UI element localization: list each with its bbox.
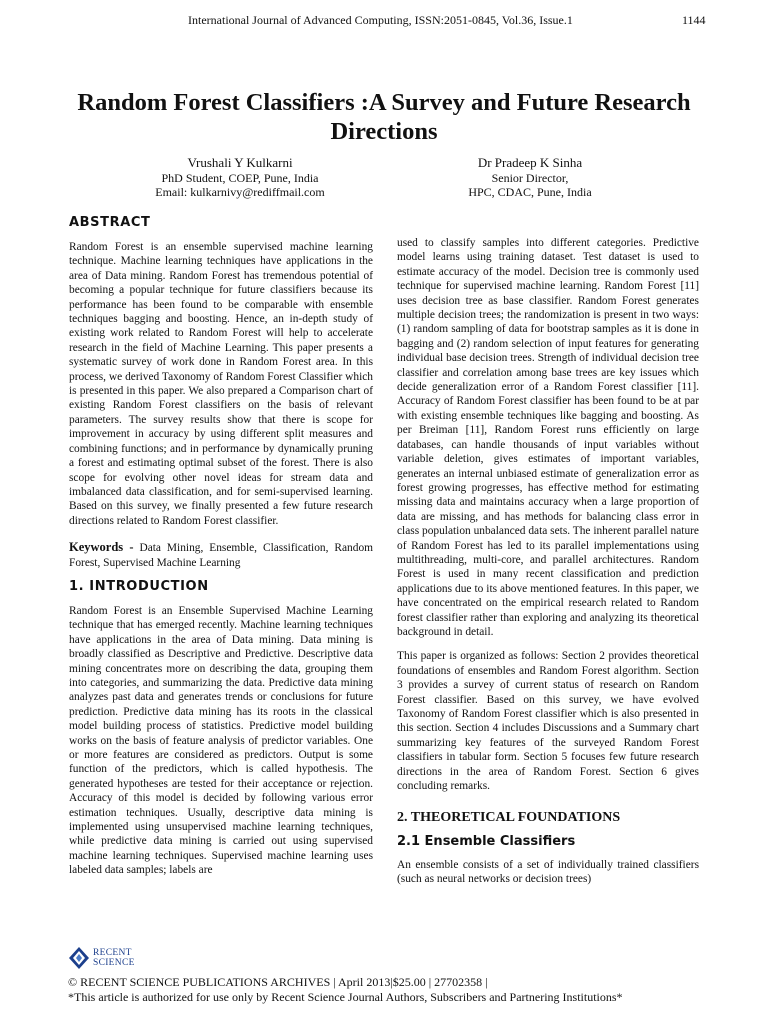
author-1-affiliation: PhD Student, COEP, Pune, India: [161, 171, 319, 185]
paper-title: Random Forest Classifiers :A Survey and Future Research Directions: [77, 89, 691, 145]
logo-line-2: SCIENCE: [93, 958, 135, 968]
author-1-name: Vrushali Y Kulkarni: [187, 155, 293, 170]
subsection-2-1-heading: 2.1 Ensemble Classifiers: [397, 834, 576, 850]
author-2-name: Dr Pradeep K Sinha: [477, 155, 583, 170]
abstract-heading: ABSTRACT: [69, 215, 151, 230]
abstract-text: Random Forest is an ensemble supervised machine learning technique. Machine learning techniques have applications in the area of Data mining. Random Forest has tremendous potential of becoming a popular technique for future classifiers because its performance has been found to be comparable with ensemble techniques bagging and boosting. Hence, an in-depth study of existing work related to Random Forest will help to accelerate research in the field of Machine Learning. This paper presents a systematic survey of work done in Random Forest area. In this process, we derived Taxonomy of Random Forest Classifier which is presented in this paper. We also prepared a Comparison chart of existing Random Forest classifiers on the basis of relevant parameters. The survey results show that there is scope for improvement in accuracy by using different split measures and combining functions; and in performance by dynamically pruning a forest and estimating optimal subset of the forest. There is also scope for evolving other novel ideas for stream data and imbalanced data classification, and for semi-supervised learning. Based on this survey, we finally presented a few future research directions related to Random Forest classifier.: [69, 241, 373, 527]
intro-text: Random Forest is an Ensemble Supervised Machine Learning technique that has emerged recently. Machine learning techniques have applications in the area of Data mining. Data mining is broadly classified as Descriptive and Predictive. Descriptive data mining concentrates more on describing the data, grouping them into categories, and summarizing the data. Predictive data mining analyzes past data and generates trends or conclusions for future prediction. Predictive data mining has its roots in the classical model building process of statistics. Predictive model building works on the basis of feature analysis of predictor variables. One or more features are considered as predictors. Output is some function of the predictors, which is called hypothesis. The generated hypotheses are tested for their acceptance or rejection. Accuracy of this model is decided by following various error estimation techniques. Usually, descriptive data mining is implemented using unsupervised machine learning techniques, while predictive data mining is carried out using supervised machine learning techniques. Supervised machine learning uses labeled data samples; labels are: [69, 604, 373, 877]
running-head: International Journal of Advanced Computing, ISSN:2051-0845, Vol.36, Issue.1: [188, 13, 573, 27]
body-paragraph-3: An ensemble consists of a set of individually trained classifiers (such as neural networks or decision trees): [397, 858, 699, 886]
body-paragraph-2: This paper is organized as follows: Section 2 provides theoretical foundations of ensembles and Random Forest algorithm. Section 3 provides a survey of current status of research on Random Forest classifier. Based on this survey, we have evolved Taxonomy of Random Forest classifier which is also presented in this section. Section 4 includes Discussions and a Summary chart summarizing key features of the surveyed Random Forest classifiers in tabular form. Section 5 focuses few future research directions in the area of Random Forest. Section 6 gives concluding remarks.: [397, 650, 699, 793]
page-number: 1144: [682, 13, 706, 27]
left-column: [69, 214, 373, 878]
intro-heading: 1. INTRODUCTION: [69, 578, 209, 594]
author-2-affiliation: HPC, CDAC, Pune, India: [468, 185, 592, 199]
logo-line-1: RECENT: [93, 948, 132, 958]
author-2-position: Senior Director,: [491, 171, 569, 185]
author-1: [110, 155, 370, 199]
author-2: [400, 155, 660, 199]
publisher-logo: [68, 945, 708, 971]
archive-line: © RECENT SCIENCE PUBLICATIONS ARCHIVES | April 2013|$25.00 | 27702358 |: [68, 975, 488, 989]
author-1-email: Email: kulkarnivy@rediffmail.com: [155, 185, 325, 199]
right-column: [397, 236, 699, 887]
keywords-label: Keywords -: [69, 540, 134, 555]
body-paragraph-1: used to classify samples into different categories. Predictive model learns using training dataset. Test dataset is used to estimate accuracy of the model. Decision tree is commonly used technique for supervised machine learning. Random Forest [11] uses decision tree as base classifier. Random Forest generates multiple decision trees; the randomization is present in two ways: (1) random sampling of data for bootstrap samples as it is done in bagging and (2) random selection of input features for generating individual base decision trees. Strength of individual decision tree classifier and correlation among base trees are key issues which decide generalization error of a Random Forest classifier [11]. Accuracy of Random Forest classifier has been found to be at par with existing ensemble techniques like bagging and boosting. As per Breiman [11], Random Forest runs efficiently on large databases, can handle thousands of input variables without variable deletion, gives estimates of important variables, generates an internal unbiased estimate of generalization error as forest growing progresses, has effective method for estimating missing data and maintains accuracy when a large proportion of data are missing, and has methods for balancing class error in class population unbalanced data sets. The inherent parallel nature of Random Forest has led to its parallel implementations using multithreading, multi-core, and parallel architectures. Random Forest is used in many recent classification and prediction applications due to its above mentioned features. In this paper, we have concentrated on the empirical research related to Random forest classifier rather than exploring and analyzing its theoretical background in detail.: [397, 237, 699, 638]
keywords: [69, 540, 373, 570]
footer: [68, 945, 708, 1005]
keywords-text: Data Mining, Ensemble, Classification, Random Forest, Supervised Machine Learning: [69, 542, 373, 569]
authorization-notice: *This article is authorized for use only by Recent Science Journal Authors, Subscribers and Partnering Institutions*: [68, 990, 623, 1004]
section-2-heading: 2. THEORETICAL FOUNDATIONS: [397, 810, 621, 826]
diamond-logo-icon: [68, 946, 90, 970]
logo-text: [93, 948, 135, 968]
